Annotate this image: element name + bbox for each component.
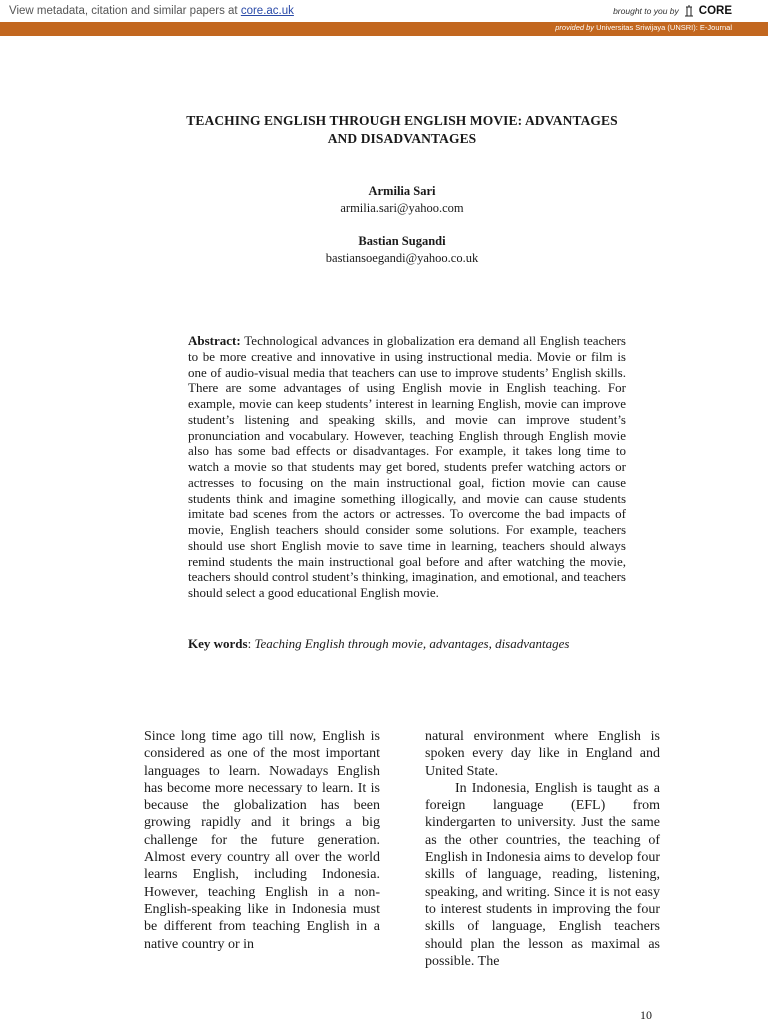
- abstract-label: Abstract:: [188, 333, 241, 348]
- keywords-label: Key words: [188, 636, 248, 651]
- brought-by-text: brought to you by: [613, 6, 679, 16]
- core-brand-name: CORE: [698, 5, 732, 17]
- page-number: 10: [640, 1008, 652, 1022]
- keywords: [188, 636, 638, 652]
- provided-by-prefix: provided by: [555, 23, 595, 32]
- title-line-1: TEACHING ENGLISH THROUGH ENGLISH MOVIE: ADVANTAGES: [186, 113, 618, 128]
- paper-title: [100, 112, 704, 148]
- provider-source: Universitas Sriwijaya (UNSRI): E-Journal: [594, 23, 732, 32]
- body-paragraph: natural environment where English is spoken every day like in England and United State.: [425, 729, 660, 779]
- keywords-text: Teaching English through movie, advantages, disadvantages: [254, 636, 570, 651]
- author-email[interactable]: armilia.sari@yahoo.com: [340, 201, 464, 215]
- body-paragraph: In Indonesia, English is taught as a foreign language (EFL) from kindergarten to university. Just the same as the other countries, the teaching of English in Indonesia aims to develop four skills of language, reading, listening, speaking, and writing. Since it is not easy to interest students in improving the four skills of language, English teachers should plan the lesson as maximal as possible. The: [425, 780, 660, 969]
- body-column-right: [425, 728, 660, 970]
- author-email[interactable]: bastiansoegandi@yahoo.co.uk: [325, 251, 479, 265]
- abstract: [188, 333, 626, 601]
- abstract-text: Technological advances in globalization era demand all English teachers to be more creative and innovative in using instructional media. Movie or film is one of audio-visual media that teachers can use to improve students’ English skills. There are some advantages of using English movie in English teaching. For example, movie can keep students’ interest in learning English, movie can improve student’s listening and speaking skills, and movie can improve student’s pronunciation and vocabulary. However, teaching English through English movie also has some bad effects or disadvantages. For example, it takes long time to watch a movie so that students may get bored, students prefer watching actors or actresses to focusing on the main instructional goal, fiction movie can cause students think and imagine something illogically, and movie can cause students imitate bad scenes from the actors or actresses. To overcome the bad impacts of movie, English teachers should consider some solutions. For example, teachers should use short English movie to save time in learning, teachers should always remind students the main instructional goal before and after watching the movie, teachers should control student’s thinking, imagination, and emotional, and teachers should select a good educational English movie.: [188, 333, 626, 600]
- body-column-left: [144, 728, 380, 953]
- core-provider-bar: [0, 22, 768, 36]
- author-block-2: [100, 233, 704, 267]
- author-name: Armilia Sari: [368, 184, 436, 198]
- core-link[interactable]: core.ac.uk: [240, 5, 294, 17]
- core-metadata-link-text[interactable]: [9, 5, 294, 17]
- title-line-2: AND DISADVANTAGES: [327, 131, 477, 146]
- body-paragraph: Since long time ago till now, English is considered as one of the most important languages to learn. Nowadays English has become more necessary to learn. It is because the globalization has been growing rapidly and it brings a big challenge for the future generation. Almost every country all over the world learns English, including Indonesia. However, teaching English in a non-English-speaking like in Indonesia must be different from teaching English in a native country or in: [144, 729, 380, 952]
- metadata-text: View metadata, citation and similar papers at: [9, 5, 241, 17]
- core-brand[interactable]: [613, 4, 732, 18]
- provider-text[interactable]: [555, 23, 732, 32]
- author-name: Bastian Sugandi: [358, 234, 446, 248]
- core-logo-icon: [682, 4, 696, 18]
- keywords-separator: :: [247, 636, 255, 651]
- author-block-1: [100, 183, 704, 217]
- core-header: [0, 0, 768, 22]
